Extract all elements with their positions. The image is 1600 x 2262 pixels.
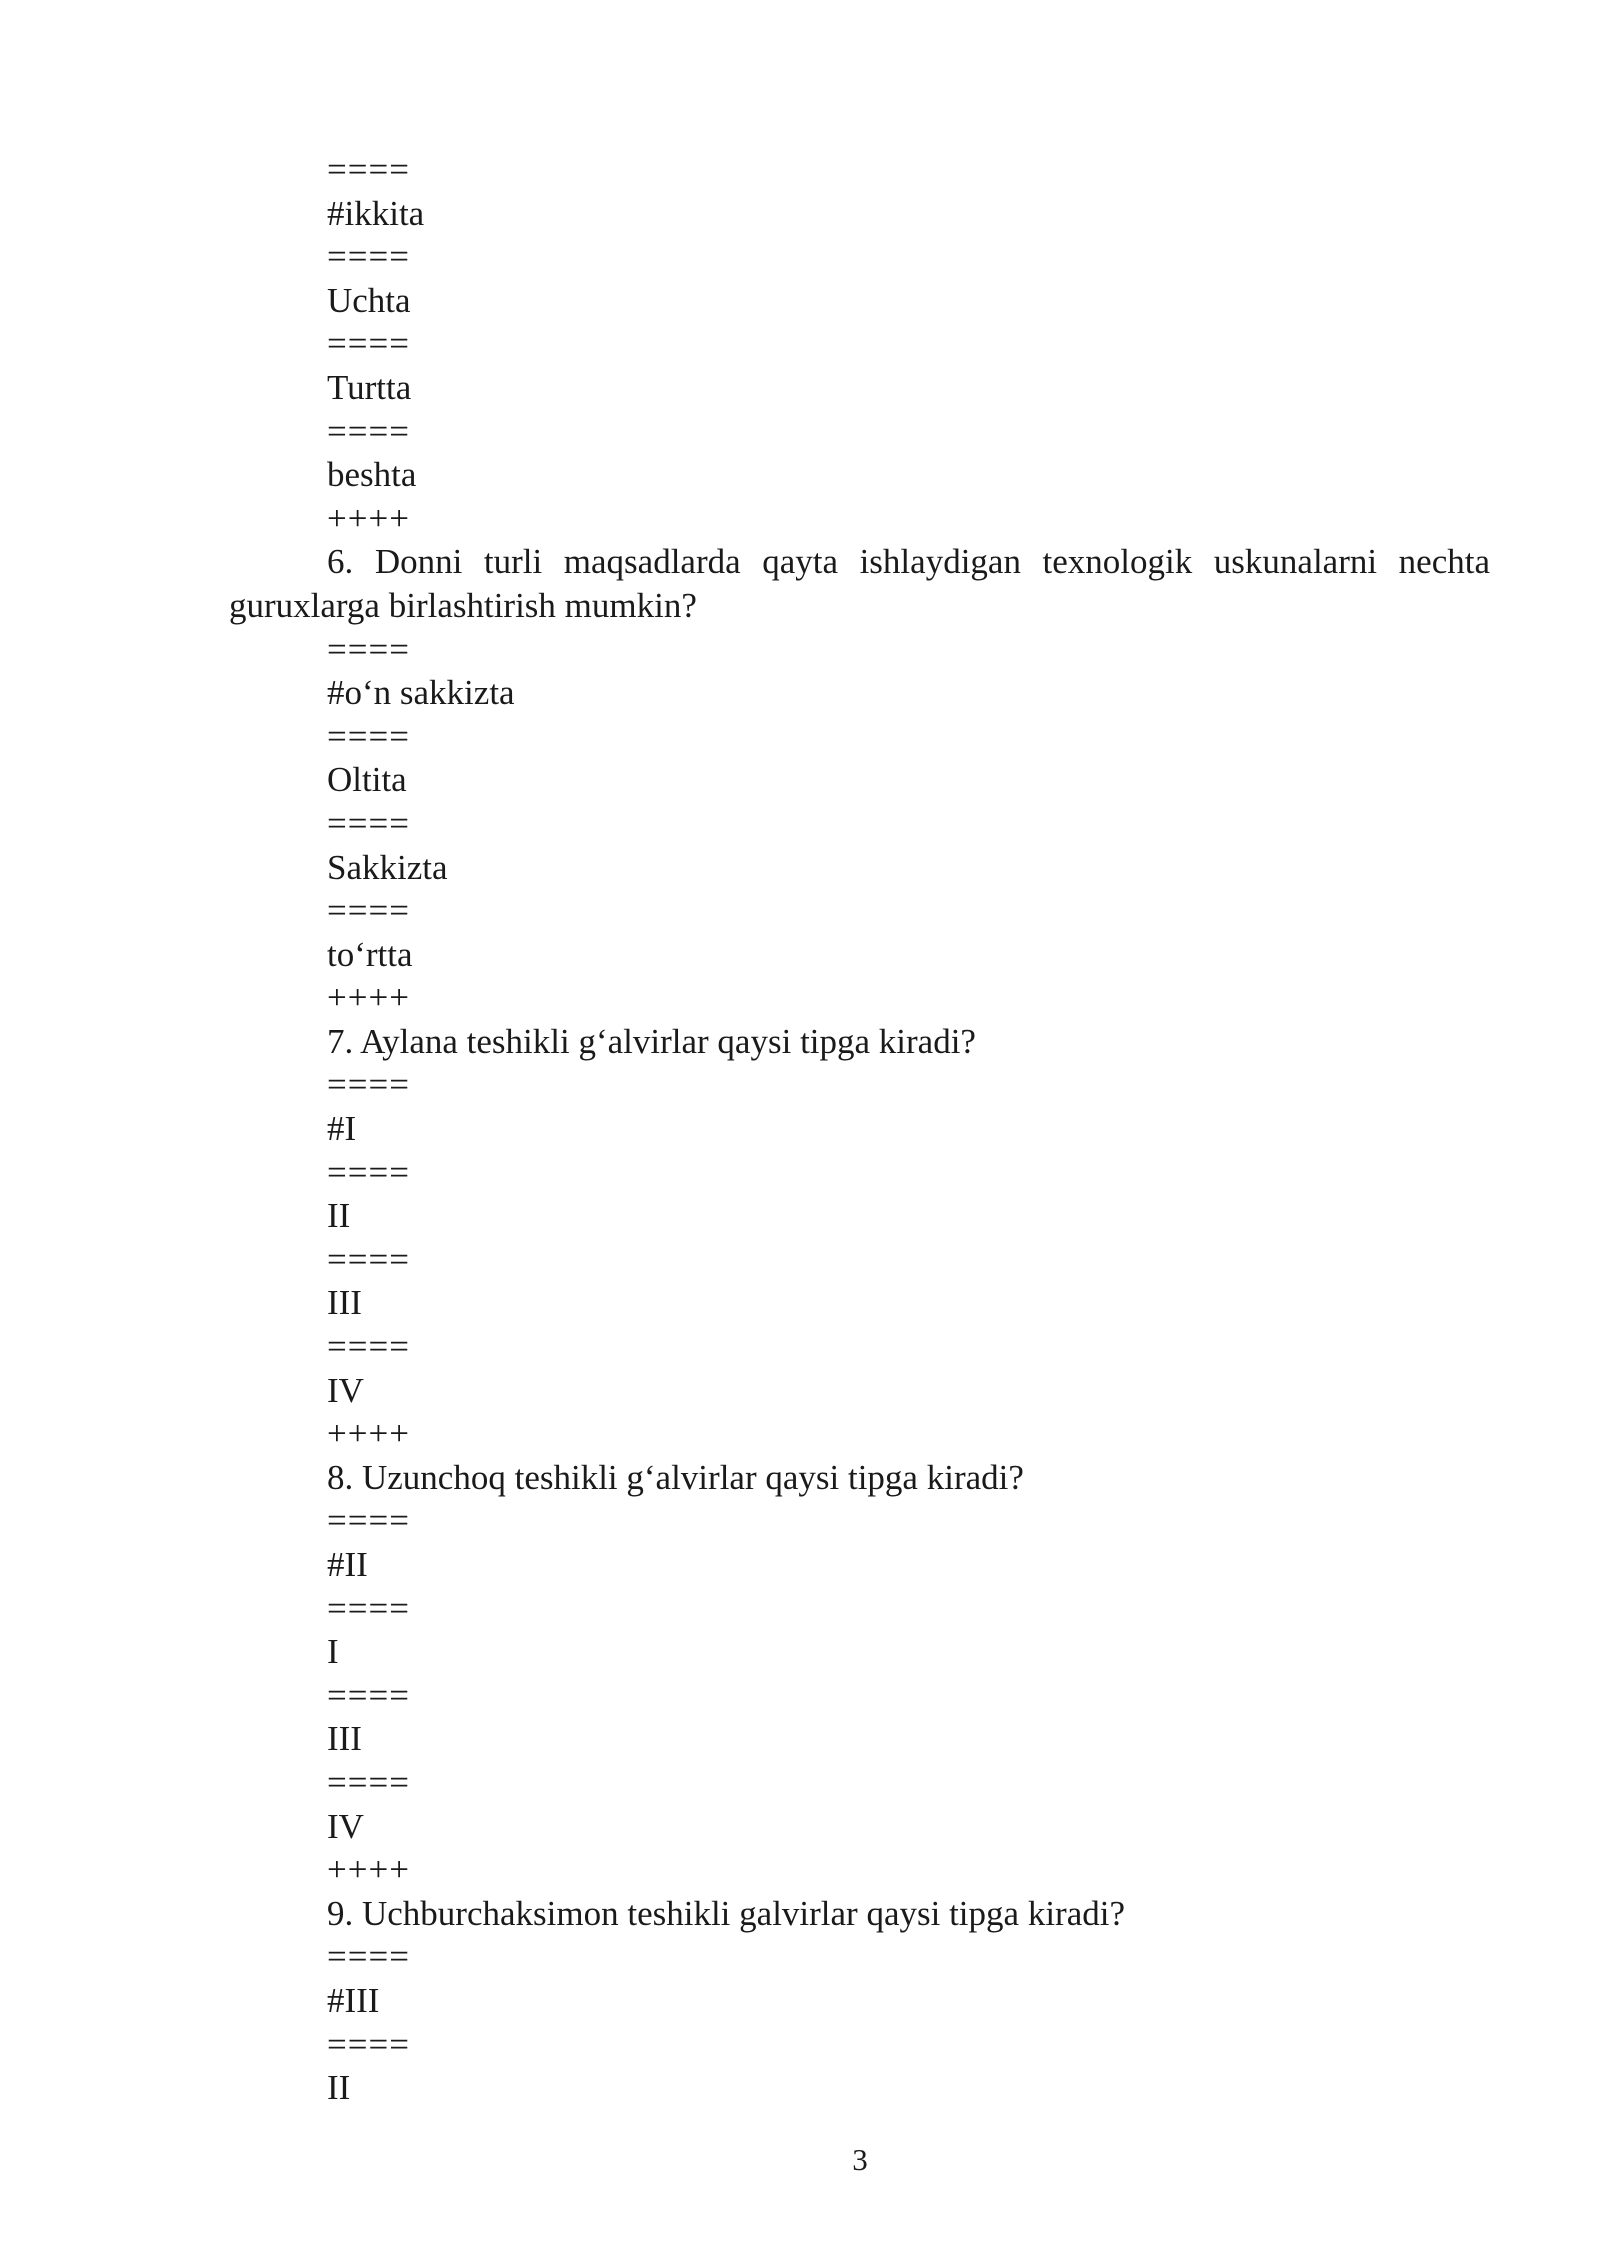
option-separator: ==== [327, 1152, 410, 1192]
question-end-marker: ++++ [327, 1850, 410, 1890]
answer-option: beshta [327, 455, 417, 495]
question-text: 6. Donni turli maqsadlarda qayta ishlaydigan texnologik uskunalarni nechta guruxlarga birlashtirish mumkin? [229, 542, 1490, 625]
option-separator: ==== [327, 150, 410, 189]
answer-option: III [327, 1283, 362, 1323]
answer-option: Uchta [327, 280, 411, 320]
option-separator: ==== [327, 891, 410, 931]
question-text: 8. Uzunchoq teshikli g‘alvirlar qaysi tipga kiradi? [327, 1457, 1024, 1497]
answer-option: I [327, 1632, 339, 1672]
option-separator: ==== [327, 1239, 410, 1279]
answer-option: Oltita [327, 760, 407, 800]
correct-answer-option: #III [327, 1980, 380, 2020]
answer-option: IV [327, 1370, 364, 1410]
question-end-marker: ++++ [327, 498, 410, 538]
option-separator: ==== [327, 1501, 410, 1541]
option-separator: ==== [327, 2024, 410, 2064]
option-separator: ==== [327, 1937, 410, 1977]
option-separator: ==== [327, 803, 410, 843]
option-separator: ==== [327, 237, 410, 277]
page-number: 3 [852, 2142, 868, 2177]
answer-option: II [327, 2068, 351, 2108]
question-end-marker: ++++ [327, 978, 410, 1018]
option-separator: ==== [327, 1065, 410, 1105]
document-body [0, 148, 1600, 2110]
answer-option: Turtta [327, 367, 412, 407]
correct-answer-option: #o‘n sakkizta [327, 673, 515, 713]
option-separator: ==== [327, 1327, 410, 1367]
option-separator: ==== [327, 1588, 410, 1628]
answer-option: to‘rtta [327, 934, 413, 974]
question-text: 7. Aylana teshikli g‘alvirlar qaysi tipga kiradi? [327, 1021, 976, 1061]
option-separator: ==== [327, 629, 410, 669]
option-separator: ==== [327, 1675, 410, 1715]
answer-option: Sakkizta [327, 847, 448, 887]
answer-option: II [327, 1196, 351, 1236]
option-separator: ==== [327, 1762, 410, 1802]
answer-option: IV [327, 1806, 364, 1846]
answer-option: III [327, 1719, 362, 1759]
correct-answer-option: #ikkita [327, 193, 425, 233]
correct-answer-option: #II [327, 1545, 368, 1584]
option-separator: ==== [327, 411, 410, 451]
option-separator: ==== [327, 716, 410, 756]
correct-answer-option: #I [327, 1109, 357, 1149]
question-text: 9. Uchburchaksimon teshikli galvirlar qaysi tipga kiradi? [327, 1893, 1125, 1933]
question-end-marker: ++++ [327, 1414, 410, 1454]
option-separator: ==== [327, 324, 410, 364]
